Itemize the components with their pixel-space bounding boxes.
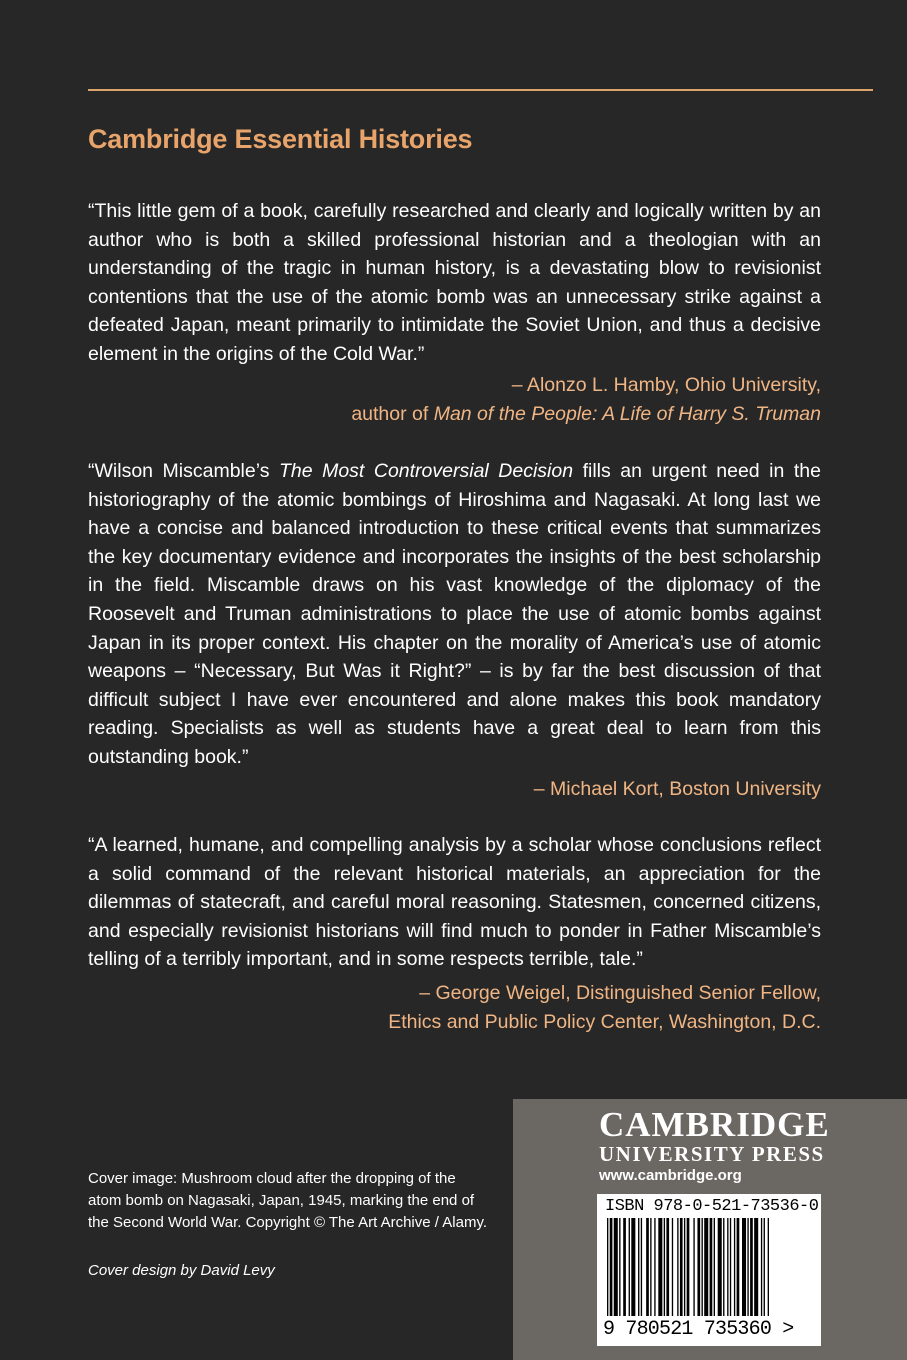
barcode-bar — [607, 1218, 608, 1316]
isbn-label: ISBN 978-0-521-73536-0 — [605, 1197, 819, 1216]
barcode-bar — [680, 1218, 683, 1316]
blurb-attribution-2 — [88, 775, 821, 804]
barcode-bar — [734, 1218, 735, 1316]
barcode-bar — [737, 1218, 740, 1316]
blurb-quote-1: “This little gem of a book, carefully researched and clearly and logically written by an author who is both a skilled professional historian and a theologian with an understanding of the tragic in human history, is a devastating blow to revisionist contentions that the use of the atomic bomb was an unnecessary strike against a defeated Japan, meant primarily to intimidate the Soviet Union, and thus a decisive element in the origins of the Cold War.” — [88, 200, 821, 365]
barcode-bar — [641, 1218, 642, 1316]
barcode-bar — [638, 1218, 639, 1316]
barcode-panel — [597, 1194, 821, 1346]
barcode-bar — [610, 1218, 613, 1316]
blurb-quote-3: “A learned, humane, and compelling analysis by a scholar whose conclusions reflect a solid command of the relevant historical materials, an appreciation for the dilemmas of statecraft, and careful moral reasoning. Statesmen, concerned citizens, and especially revisionist historians will find much to ponder in Father Miscamble’s telling of a terribly important, and in some respects terrible, tale.” — [88, 834, 821, 971]
attribution-3-line-1: – George Weigel, Distinguished Senior Fellow, — [419, 982, 821, 1004]
publisher-name: CAMBRIDGE — [599, 1105, 830, 1144]
barcode-bar — [742, 1218, 746, 1316]
barcode-bar — [723, 1218, 724, 1316]
blurb-quote-2 — [88, 457, 821, 772]
attribution-1-prefix: author of — [351, 402, 434, 425]
barcode-bar — [704, 1218, 708, 1316]
barcode-bar — [650, 1218, 651, 1316]
barcode-bar — [666, 1218, 669, 1316]
barcode-bar — [730, 1218, 731, 1316]
barcode-bar — [747, 1218, 748, 1316]
barcode-bar — [623, 1218, 626, 1316]
barcode-bar — [619, 1218, 620, 1316]
barcode-bar — [727, 1218, 728, 1316]
attribution-1-book-title: Man of the People: A Life of Harry S. Truman — [433, 402, 821, 425]
barcode-bar — [768, 1218, 769, 1316]
blurb-attribution-3 — [88, 979, 821, 1036]
barcode-bar — [710, 1218, 713, 1316]
barcode-bar — [684, 1218, 685, 1316]
publisher-box — [513, 1099, 907, 1360]
barcode-bar — [714, 1218, 715, 1316]
barcode-bar — [687, 1218, 690, 1316]
barcode-bar — [629, 1218, 630, 1316]
series-title: Cambridge Essential Histories — [88, 124, 473, 154]
barcode-bar — [754, 1218, 758, 1316]
quote-2-prefix: “Wilson Miscamble’s — [88, 460, 279, 482]
cover-image-credit: Cover image: Mushroom cloud after the dropping of the atom bomb on Nagasaki, Japan, 1945, marking the end of the Second World War. Copyright © The Art Archive / Alamy. — [88, 1170, 488, 1231]
blurb-attribution-1 — [88, 371, 821, 428]
cover-design-credit: Cover design by David Levy — [88, 1262, 275, 1279]
barcode-bar — [677, 1218, 678, 1316]
publisher-url: www.cambridge.org — [599, 1167, 742, 1184]
attribution-1-line-1: – Alonzo L. Hamby, Ohio University, — [511, 374, 821, 396]
barcode-bar — [664, 1218, 665, 1316]
barcode-bar — [761, 1218, 762, 1316]
publisher-subname: UNIVERSITY PRESS — [599, 1142, 825, 1166]
barcode-bar — [697, 1218, 700, 1316]
barcode-bar — [718, 1218, 722, 1316]
attribution-2-line-1: – Michael Kort, Boston University — [533, 778, 821, 800]
barcode-bar — [631, 1218, 635, 1316]
barcode-bar — [658, 1218, 662, 1316]
barcode-bar — [750, 1218, 753, 1316]
barcode-icon — [605, 1218, 813, 1318]
barcode-digits: 9 780521 735360 > — [603, 1318, 794, 1341]
barcode-bar — [654, 1218, 655, 1316]
barcode-bar — [614, 1218, 618, 1316]
top-rule — [88, 89, 873, 91]
barcode-bar — [646, 1218, 649, 1316]
barcode-bar — [764, 1218, 765, 1316]
quote-2-book-title: The Most Controversial Decision — [278, 460, 574, 482]
quote-2-rest: fills an urgent need in the historiography of the atomic bombings of Hiroshima and Nagasaki. At long last we have a concise and balanced introduction to these critical events that summarizes the key documentary evidence and incorporates the insights of the best scholarship in the field. Miscamble draws on his vast knowledge of the diplomacy of the Roosevelt and Truman administrations to place the use of atomic bombs against Japan in its proper context. His chapter on the morality of America’s use of atomic weapons – “Necessary, But Was it Right?” – is by far the best discussion of that difficult subject I have ever encountered and alone makes this book mandatory reading. Specialists as well as students have a great deal to learn from this outstanding book.” — [88, 460, 821, 768]
barcode-bar — [693, 1218, 694, 1316]
barcode-bar — [702, 1218, 703, 1316]
attribution-3-line-2: Ethics and Public Policy Center, Washington, D.C. — [388, 1010, 821, 1033]
attribution-1-line-2 — [88, 400, 821, 429]
barcode-bar — [672, 1218, 673, 1316]
